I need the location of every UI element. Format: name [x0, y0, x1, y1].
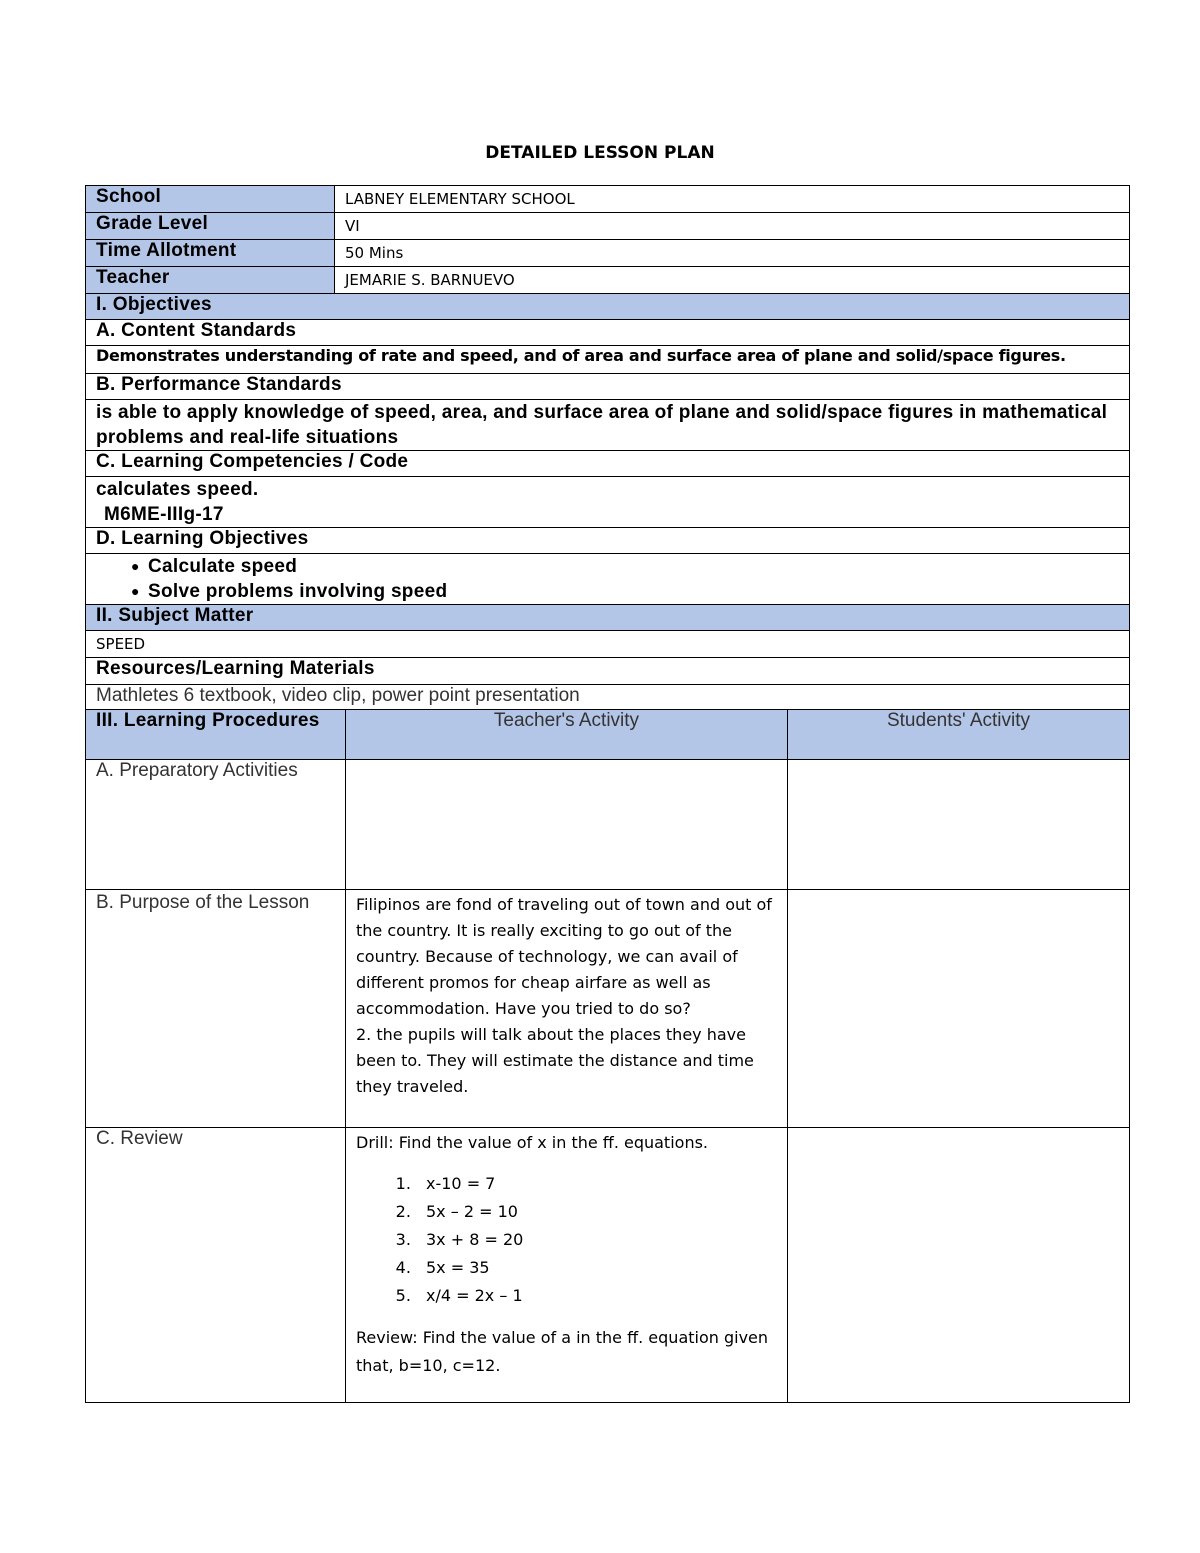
time-allotment-label: Time Allotment — [86, 240, 335, 267]
teacher-activity-header: Teacher's Activity — [346, 710, 788, 760]
teacher-label: Teacher — [86, 267, 335, 294]
list-item: 5. x/4 = 2x – 1 — [416, 1282, 777, 1310]
review-students-cell — [788, 1128, 1130, 1403]
review-text: Review: Find the value of a in the ff. equation given that, b=10, c=12. — [356, 1328, 769, 1375]
list-item: 3. 3x + 8 = 20 — [416, 1226, 777, 1254]
objectives-heading: I. Objectives — [86, 294, 1130, 320]
time-allotment-value: 50 Mins — [335, 240, 1130, 267]
competencies-label: C. Learning Competencies / Code — [86, 451, 1130, 477]
purpose-label: B. Purpose of the Lesson — [86, 890, 346, 1128]
school-label: School — [86, 186, 335, 213]
subject-matter-topic: SPEED — [86, 631, 1130, 658]
review-label: C. Review — [86, 1128, 346, 1403]
grade-level-value: VI — [335, 213, 1130, 240]
teacher-value: JEMARIE S. BARNUEVO — [335, 267, 1130, 294]
students-activity-header: Students' Activity — [788, 710, 1130, 760]
list-item: ● Solve problems involving speed — [96, 579, 1119, 604]
grade-level-label: Grade Level — [86, 213, 335, 240]
preparatory-teacher-cell — [346, 760, 788, 890]
learning-objectives-label: D. Learning Objectives — [86, 528, 1130, 554]
purpose-text: Filipinos are fond of traveling out of town and out of the country. It is really exciting to go out of the country. Because of technology, we can avail of different promos for cheap airfare as well as accommodation. Have you tried to do so? — [356, 895, 772, 1018]
equations-list — [356, 1170, 777, 1310]
purpose-teacher-cell — [346, 890, 788, 1128]
list-item: 1. x-10 = 7 — [416, 1170, 777, 1198]
lesson-plan-table — [85, 185, 1130, 1403]
subject-matter-heading: II. Subject Matter — [86, 605, 1130, 631]
performance-standards-label: B. Performance Standards — [86, 374, 1130, 400]
learning-objectives-list — [86, 554, 1130, 605]
competency-cell — [86, 477, 1130, 528]
procedures-heading: III. Learning Procedures — [86, 710, 346, 760]
resources-text: Mathletes 6 textbook, video clip, power point presentation — [86, 685, 1130, 710]
performance-standards-text: is able to apply knowledge of speed, area, and surface area of plane and solid/space figures in mathematical problems and real-life situations — [86, 400, 1130, 451]
list-item: 4. 5x = 35 — [416, 1254, 777, 1282]
preparatory-label: A. Preparatory Activities — [86, 760, 346, 890]
drill-intro: Drill: Find the value of x in the ff. equations. — [356, 1133, 708, 1152]
document-title: DETAILED LESSON PLAN — [485, 143, 715, 163]
competency-text: calculates speed. — [96, 479, 259, 500]
review-teacher-cell — [346, 1128, 788, 1403]
list-item: 2. 5x – 2 = 10 — [416, 1198, 777, 1226]
content-standards-text: Demonstrates understanding of rate and speed, and of area and surface area of plane and solid/space figures. — [86, 346, 1130, 374]
bullet-icon: ● — [131, 558, 140, 574]
preparatory-students-cell — [788, 760, 1130, 890]
bullet-icon: ● — [131, 583, 140, 599]
competency-code: M6ME-IIIg-17 — [104, 504, 224, 525]
purpose-text-2: 2. the pupils will talk about the places they have been to. They will estimate the distance and time they traveled. — [356, 1025, 754, 1096]
purpose-students-cell — [788, 890, 1130, 1128]
resources-label: Resources/Learning Materials — [86, 658, 1130, 685]
school-value: LABNEY ELEMENTARY SCHOOL — [335, 186, 1130, 213]
content-standards-label: A. Content Standards — [86, 320, 1130, 346]
list-item: ● Calculate speed — [96, 554, 1119, 579]
